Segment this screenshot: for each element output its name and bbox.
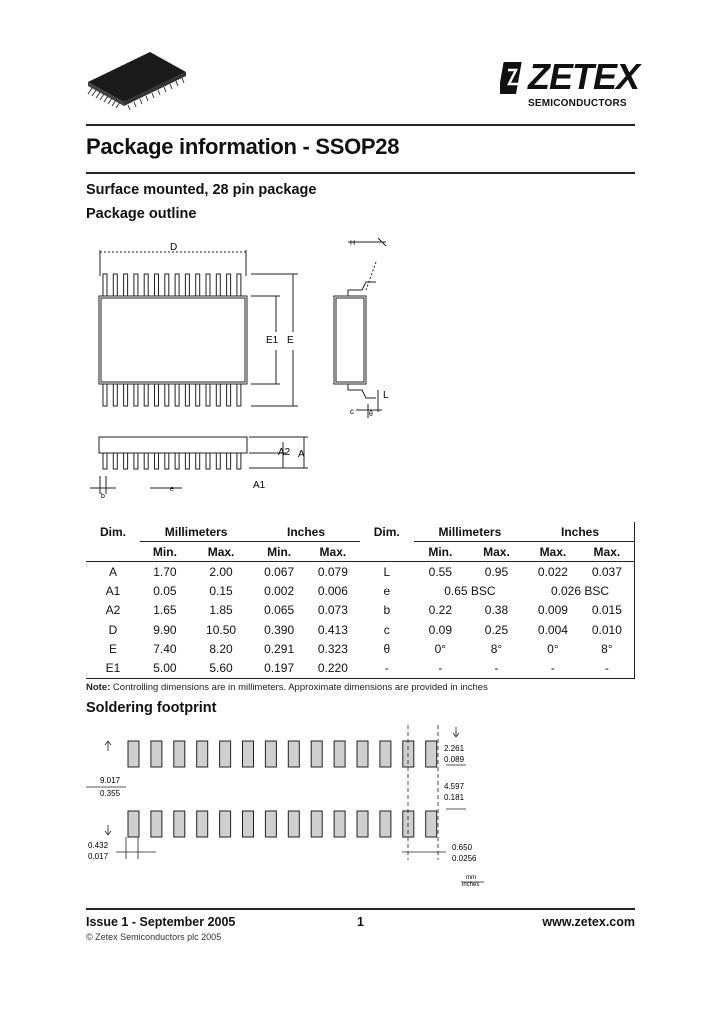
header-min: Min. — [140, 542, 190, 562]
dim-label-A: A — [298, 449, 305, 460]
cell: A2 — [105, 603, 121, 618]
footprint-pad — [128, 741, 139, 767]
cell: L — [383, 564, 391, 579]
package-illustration — [82, 42, 192, 112]
footprint-pad — [197, 811, 208, 837]
cell: 0.073 — [317, 603, 348, 618]
footprint-pad — [265, 811, 276, 837]
zetex-logo — [500, 58, 640, 113]
header-dim-right: Dim. — [373, 524, 400, 539]
footprint-pad — [197, 741, 208, 767]
package-pin — [134, 453, 138, 469]
top-view — [99, 250, 298, 406]
package-pin — [206, 453, 210, 469]
cell: 0.22 — [428, 603, 453, 618]
package-pin — [185, 384, 189, 406]
footprint-pad — [357, 741, 368, 767]
logo-subtitle: SEMICONDUCTORS — [528, 98, 627, 109]
footprint-pad — [311, 741, 322, 767]
package-pin — [155, 453, 159, 469]
package-pin — [185, 453, 189, 469]
cell: D — [108, 622, 118, 637]
footprint-pad — [128, 811, 139, 837]
package-pin — [103, 384, 107, 406]
cell: 0.006 — [317, 584, 348, 599]
package-outline-heading: Package outline — [86, 206, 197, 222]
cell: 0.55 — [428, 564, 453, 579]
cell: 0.38 — [484, 603, 509, 618]
footprint-pad — [380, 741, 391, 767]
fp-dim-0650: 0.650 — [452, 843, 473, 852]
cell: 0.390 — [264, 622, 295, 637]
cell: 0° — [434, 641, 447, 656]
cell: 0.291 — [264, 641, 295, 656]
footer-rule — [86, 908, 635, 910]
footprint-pad — [151, 741, 162, 767]
package-outline-drawing — [86, 232, 406, 500]
header-mm-right: Millimeters — [414, 522, 526, 542]
cell: 0.002 — [264, 584, 295, 599]
cell: 0.323 — [317, 641, 348, 656]
dim-label-A2: A2 — [278, 447, 291, 458]
dim-label-c: c — [350, 407, 354, 416]
package-pin — [237, 453, 241, 469]
cell: - — [414, 658, 467, 678]
dim-label-H: H — [350, 240, 356, 247]
issue-date: Issue 1 - September 2005 — [86, 915, 236, 929]
header-max: Max. — [306, 542, 360, 562]
package-pin — [237, 384, 241, 406]
cell: 7.40 — [153, 641, 177, 656]
footprint-pad — [243, 811, 254, 837]
cell: 0.15 — [209, 584, 233, 599]
header-inches-left: Inches — [252, 522, 360, 542]
zetex-logo-mark-icon — [500, 60, 526, 96]
table-row — [86, 562, 635, 582]
front-view — [90, 437, 308, 494]
cell: 0.09 — [428, 622, 453, 637]
package-pin — [165, 453, 169, 469]
footprint-pad — [220, 741, 231, 767]
fp-unit-mm: mm — [466, 875, 476, 881]
cell: 8.20 — [209, 641, 233, 656]
fp-dim-0355: 0.355 — [100, 789, 121, 798]
cell: E1 — [86, 658, 140, 678]
cell: 8° — [490, 641, 503, 656]
fp-dim-0181: 0.181 — [444, 793, 465, 802]
fp-dim-0432: 0.432 — [88, 841, 109, 850]
fp-dim-0017: 0.017 — [88, 852, 109, 861]
package-pin — [144, 274, 148, 296]
cell: 9.90 — [153, 622, 177, 637]
package-pin — [155, 274, 159, 296]
package-pin — [227, 274, 231, 296]
table-row — [86, 601, 635, 620]
package-pin — [113, 384, 117, 406]
cell: 0.197 — [252, 658, 306, 678]
note-label: Note: — [86, 682, 111, 693]
cell: e — [383, 584, 391, 599]
cell: c — [383, 622, 390, 637]
package-pin — [216, 274, 220, 296]
dim-label-e: e — [170, 486, 174, 493]
fp-unit-inches: inches — [462, 882, 480, 888]
cell: b — [383, 603, 391, 618]
package-pin — [144, 453, 148, 469]
package-pin — [196, 453, 200, 469]
note-text: Controlling dimensions are in millimeters. Approximate dimensions are provided in inches — [110, 682, 488, 693]
package-pin — [124, 274, 128, 296]
cell: E — [108, 641, 117, 656]
fp-dim-4597: 4.597 — [444, 782, 465, 791]
header-dim-left: Dim. — [99, 524, 126, 539]
fp-dim-00256: 0.0256 — [452, 854, 477, 863]
cell: 2.00 — [209, 564, 233, 579]
cell: 0.009 — [537, 603, 568, 618]
table-row — [86, 639, 635, 658]
package-pin — [196, 384, 200, 406]
cell: A — [108, 564, 117, 579]
package-pin — [155, 384, 159, 406]
dim-label-theta: θ — [369, 411, 373, 418]
header-mm-left: Millimeters — [140, 522, 252, 542]
footprint-pad — [220, 811, 231, 837]
dimensions-table — [86, 522, 635, 679]
cell: 0.004 — [537, 622, 568, 637]
cell: 8° — [580, 639, 635, 658]
title-rule — [86, 172, 635, 174]
cell: - — [467, 658, 526, 678]
page-number: 1 — [357, 915, 364, 929]
package-pin — [227, 384, 231, 406]
package-pin — [165, 384, 169, 406]
soldering-footprint-drawing — [86, 725, 506, 890]
copyright: © Zetex Semiconductors plc 2005 — [86, 932, 222, 942]
soldering-footprint-heading: Soldering footprint — [86, 700, 217, 716]
footprint-pad — [311, 811, 322, 837]
footprint-pad — [265, 741, 276, 767]
footprint-pad — [151, 811, 162, 837]
footprint-pad — [243, 741, 254, 767]
package-pin — [134, 384, 138, 406]
header-max: Max. — [526, 542, 580, 562]
dim-label-D: D — [170, 242, 178, 253]
package-pin — [175, 384, 179, 406]
cell: 0° — [547, 641, 559, 656]
package-pin — [206, 274, 210, 296]
table-row — [86, 582, 635, 601]
cell: 0.25 — [484, 622, 509, 637]
package-pin — [113, 453, 117, 469]
website-link[interactable]: www.zetex.com — [542, 915, 635, 929]
cell: - — [580, 658, 635, 678]
cell: θ — [383, 641, 391, 656]
package-pin — [175, 453, 179, 469]
dim-label-A1: A1 — [253, 480, 266, 491]
package-pin — [206, 384, 210, 406]
table-subheader-row — [86, 542, 635, 562]
package-pin — [237, 274, 241, 296]
package-subtitle: Surface mounted, 28 pin package — [86, 182, 317, 198]
cell: 0.95 — [484, 564, 509, 579]
package-pin — [113, 274, 117, 296]
package-pin — [103, 274, 107, 296]
package-pin — [124, 384, 128, 406]
dim-label-E: E — [287, 335, 294, 346]
package-pin — [175, 274, 179, 296]
footprint-pad — [426, 741, 437, 767]
package-pin — [196, 274, 200, 296]
cell: 0.079 — [317, 564, 348, 579]
header-rule — [86, 124, 635, 126]
footprint-pad — [288, 811, 299, 837]
cell: 1.85 — [209, 603, 233, 618]
table-row — [86, 658, 635, 678]
header-min: Min. — [252, 542, 306, 562]
cell: 0.065 — [264, 603, 295, 618]
cell: 0.413 — [317, 622, 348, 637]
side-view — [334, 238, 386, 418]
fp-dim-0089: 0.089 — [444, 755, 465, 764]
header-min: Min. — [414, 542, 467, 562]
header-max: Max. — [467, 542, 526, 562]
logo-text: ZETEX — [528, 56, 640, 97]
cell: 0.022 — [537, 564, 568, 579]
header-max: Max. — [190, 542, 252, 562]
cell: 0.220 — [306, 658, 360, 678]
cell: 1.65 — [153, 603, 177, 618]
dim-label-E1: E1 — [266, 335, 279, 346]
package-pin — [216, 453, 220, 469]
footprint-pad — [334, 741, 345, 767]
fp-dim-9017: 9.017 — [100, 776, 121, 785]
cell: 10.50 — [206, 622, 237, 637]
package-pin — [216, 384, 220, 406]
header-max: Max. — [580, 542, 635, 562]
cell: 5.00 — [140, 658, 190, 678]
cell: 0.037 — [580, 562, 635, 582]
cell: 0.010 — [580, 620, 635, 639]
header-inches-right: Inches — [526, 522, 634, 542]
note — [86, 682, 488, 693]
dim-label-L: L — [383, 390, 389, 401]
cell: 5.60 — [190, 658, 252, 678]
footprint-pad — [288, 741, 299, 767]
cell: 0.026 BSC — [526, 582, 634, 601]
table-header-row — [86, 522, 635, 542]
footprint-pad — [334, 811, 345, 837]
page-title: Package information - SSOP28 — [86, 134, 400, 159]
package-pin — [227, 453, 231, 469]
cell: 0.015 — [580, 601, 635, 620]
package-pin — [103, 453, 107, 469]
table-row — [86, 620, 635, 639]
package-pin — [185, 274, 189, 296]
footprint-pad — [174, 741, 185, 767]
footprint-pad — [357, 811, 368, 837]
package-pin — [124, 453, 128, 469]
cell: A1 — [105, 584, 121, 599]
cell: - — [526, 658, 580, 678]
cell: - — [360, 658, 414, 678]
footprint-pad — [426, 811, 437, 837]
cell: 0.067 — [264, 564, 295, 579]
footprint-pad — [174, 811, 185, 837]
fp-dim-2261: 2.261 — [444, 744, 465, 753]
package-pin — [144, 384, 148, 406]
package-pin — [134, 274, 138, 296]
cell: 1.70 — [153, 564, 177, 579]
footprint-pad — [380, 811, 391, 837]
cell: 0.65 BSC — [444, 584, 496, 599]
cell: 0.05 — [153, 584, 177, 599]
package-pin — [165, 274, 169, 296]
dim-label-b: b — [101, 493, 105, 500]
